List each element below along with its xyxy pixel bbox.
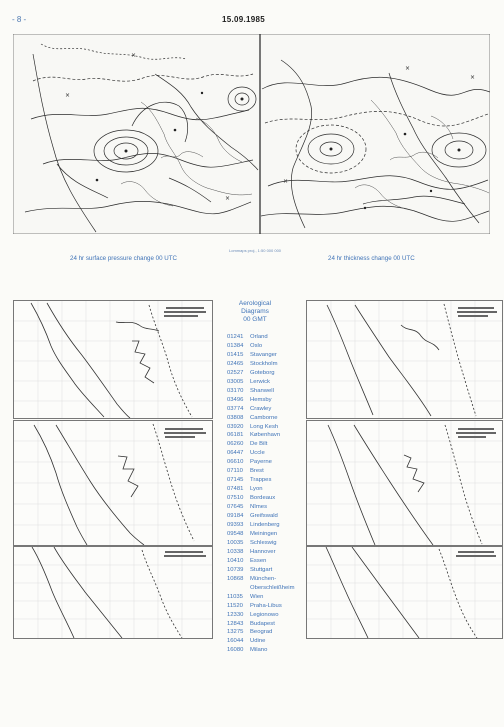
station-name: Essen	[250, 557, 267, 564]
station-row	[227, 593, 307, 602]
aerological-panel-left-top	[13, 300, 213, 419]
station-id: 16044	[227, 638, 244, 645]
station-name: Stockholm	[250, 360, 278, 367]
station-row	[227, 646, 307, 655]
station-name: Uccle	[250, 450, 265, 457]
station-name: Lindenberg	[250, 522, 280, 529]
station-row	[227, 521, 307, 530]
station-id: 11520	[227, 602, 243, 609]
station-row	[227, 566, 307, 575]
station-row	[227, 494, 307, 503]
station-id: 06260	[227, 441, 244, 448]
left-map-caption: 24 hr surface pressure change 00 UTC	[70, 255, 177, 262]
station-row	[227, 458, 307, 467]
header-line: 00 GMT	[243, 316, 267, 323]
station-name: Budapest	[250, 620, 275, 627]
station-id: 06447	[227, 450, 244, 457]
station-row	[227, 548, 307, 557]
station-id: 07510	[227, 495, 244, 502]
station-id: 07110	[227, 468, 243, 475]
station-id: 12330	[227, 611, 244, 618]
station-name: Praha-Libus	[250, 602, 282, 609]
station-name: Nîmes	[250, 504, 268, 511]
station-name: Milano	[250, 647, 268, 654]
station-row	[227, 449, 307, 458]
station-id: 03496	[227, 396, 244, 403]
station-name: Stuttgart	[250, 566, 273, 573]
station-id: 01241	[227, 334, 244, 340]
station-row	[227, 476, 307, 485]
station-name: Oberschleißheim	[250, 584, 295, 591]
station-id: 09393	[227, 522, 244, 529]
svg-text:×: ×	[405, 65, 411, 72]
svg-text:×: ×	[283, 178, 289, 185]
station-id: 10739	[227, 566, 244, 573]
header-line: Diagrams	[241, 308, 269, 315]
station-name: Legionowo	[250, 611, 279, 618]
station-id: 07645	[227, 504, 244, 511]
map-scale-note: Lommaps proj., 1:50 000 000	[229, 248, 282, 253]
station-name: Crawley	[250, 405, 272, 412]
station-id: 03920	[227, 423, 244, 430]
station-name: De Bilt	[250, 441, 268, 448]
station-id: 03774	[227, 405, 244, 412]
aerological-header	[226, 300, 284, 324]
station-id: 02527	[227, 369, 244, 376]
station-row	[227, 369, 307, 378]
station-name: Schleswig	[250, 539, 277, 546]
station-id: 01415	[227, 351, 244, 358]
station-name: Orland	[250, 334, 268, 340]
station-name: Lerwick	[250, 378, 270, 385]
station-name: Oslo	[250, 342, 263, 349]
station-row	[227, 333, 307, 342]
station-id: 09548	[227, 530, 244, 537]
station-row	[227, 405, 307, 414]
station-name: Bordeaux	[250, 495, 276, 502]
station-id: 06181	[227, 432, 244, 439]
station-name: Shanwell	[250, 387, 274, 394]
station-row	[227, 378, 307, 387]
station-id: 12843	[227, 620, 244, 627]
station-row	[227, 611, 307, 620]
station-row	[227, 440, 307, 449]
svg-text:×: ×	[470, 74, 476, 81]
aerological-panel-left-bottom	[13, 546, 213, 639]
station-id: 10035	[227, 539, 244, 546]
station-row	[227, 602, 307, 611]
station-name: Long Kesh	[250, 423, 279, 430]
aerological-panel-left-middle	[13, 420, 213, 546]
svg-text:×: ×	[225, 195, 231, 202]
station-id: 10868	[227, 575, 244, 582]
station-row	[227, 628, 307, 637]
station-id: 01384	[227, 342, 244, 349]
page-date: 15.09.1985	[222, 15, 266, 24]
station-row	[227, 575, 307, 584]
station-name: Brest	[250, 468, 264, 475]
station-row	[227, 423, 307, 432]
station-id: 09184	[227, 513, 244, 520]
station-row	[227, 351, 307, 360]
station-row	[227, 637, 307, 646]
station-id: 07145	[227, 477, 244, 484]
station-name: Meiningen	[250, 530, 278, 537]
aerological-panel-right-top	[306, 300, 503, 419]
station-row	[227, 620, 307, 629]
station-row	[227, 485, 307, 494]
station-row	[227, 342, 307, 351]
station-id: 03005	[227, 378, 244, 385]
station-row	[227, 467, 307, 476]
station-row	[227, 360, 307, 369]
station-id: 02465	[227, 360, 244, 367]
station-row	[227, 557, 307, 566]
station-row	[227, 584, 307, 593]
station-list	[227, 333, 307, 655]
station-id: 03170	[227, 387, 244, 394]
station-row	[227, 387, 307, 396]
station-name: Lyon	[250, 486, 263, 493]
station-name: Hemsby	[250, 396, 272, 403]
station-row	[227, 396, 307, 405]
svg-text:×: ×	[131, 52, 137, 59]
station-row	[227, 512, 307, 521]
station-id: 03808	[227, 414, 244, 421]
station-name: Payerne	[250, 459, 272, 466]
station-id: 10410	[227, 557, 244, 564]
station-name: København	[250, 432, 281, 439]
right-map-caption: 24 hr thickness change 00 UTC	[328, 255, 415, 262]
station-id: 10338	[227, 548, 244, 555]
station-row	[227, 414, 307, 423]
station-row	[227, 539, 307, 548]
station-name: Hannover	[250, 548, 276, 555]
station-name: Greifswald	[250, 513, 278, 520]
station-id: 06610	[227, 459, 244, 466]
station-name: Trappes	[250, 477, 272, 484]
weather-maps	[13, 34, 490, 234]
station-name: Wien	[250, 593, 264, 600]
aerological-panel-right-bottom	[306, 546, 503, 639]
station-name: Stavanger	[250, 351, 277, 358]
station-name: Udine	[250, 638, 266, 645]
svg-text:×: ×	[65, 92, 71, 99]
aerological-panel-right-middle	[306, 420, 503, 546]
station-id: 16080	[227, 647, 244, 654]
station-id: 11035	[227, 593, 243, 600]
station-name: Camborne	[250, 414, 278, 421]
station-id: 07481	[227, 486, 244, 493]
station-name: Beograd	[250, 629, 273, 636]
station-row	[227, 503, 307, 512]
station-name: Goteborg	[250, 369, 275, 376]
page-number: - 8 -	[12, 15, 27, 24]
station-row	[227, 530, 307, 539]
header-line: Aerological	[238, 300, 272, 307]
station-row	[227, 431, 307, 440]
station-id	[227, 584, 250, 593]
station-name: München-	[250, 575, 277, 582]
station-id: 13275	[227, 629, 244, 636]
